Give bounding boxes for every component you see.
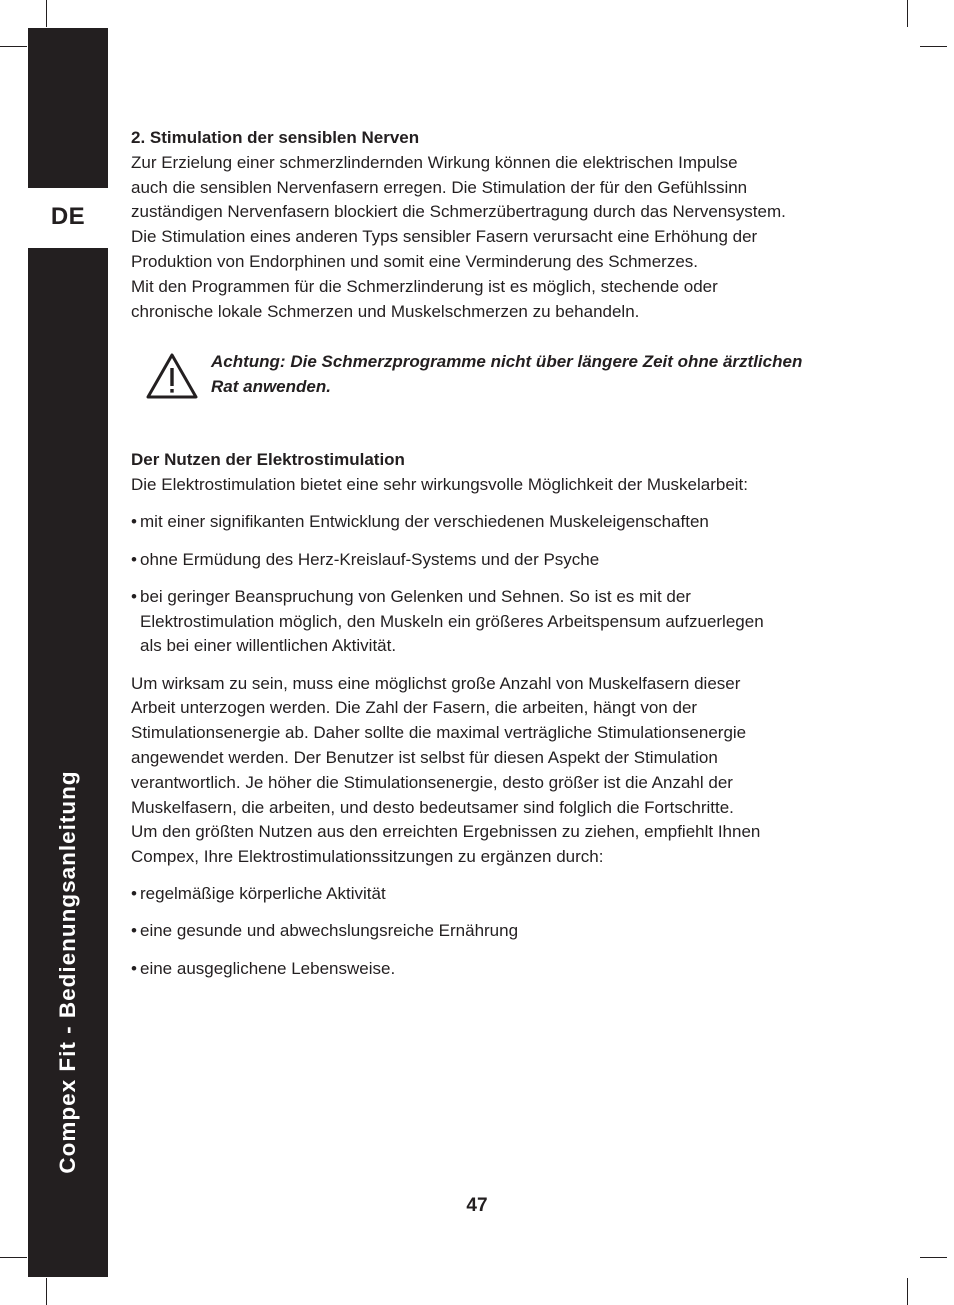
list-item-text: ohne Ermüdung des Herz-Kreislauf-Systems und der Psyche — [140, 549, 600, 569]
list-item-line: bei geringer Beanspruchung von Gelenken und Sehnen. So ist es mit der — [140, 586, 691, 606]
page-content — [131, 126, 831, 981]
warning-triangle-icon — [145, 352, 199, 400]
bullet-mark: • — [131, 921, 137, 941]
warning-text — [211, 350, 831, 400]
bullet-mark: • — [131, 586, 137, 606]
list-item-text: regelmäßige körperliche Aktivität — [140, 884, 386, 904]
list-item-line: Elektrostimulation möglich, den Muskeln ein größeres Arbeitspensum aufzuerlegen — [140, 611, 764, 631]
text-line: Stimulationsenergie ab. Daher sollte die maximal verträgliche Stimulationsenergie — [131, 723, 747, 743]
sidebar-tab-top — [28, 28, 108, 188]
list-item-text: mit einer signifikanten Entwicklung der verschiedenen Muskeleigenschaften — [140, 512, 709, 532]
manual-title: Compex Fit - Bedienungsanleitung — [55, 770, 80, 1174]
warning-line: Rat anwenden. — [211, 377, 331, 397]
text-line: Die Stimulation eines anderen Typs sensibler Fasern verursacht eine Erhöhung der — [131, 227, 758, 247]
text-line: zuständigen Nervenfasern blockiert die Schmerzübertragung durch das Nervensystem. — [131, 202, 786, 222]
language-label: DE — [50, 203, 86, 230]
list-item-text: eine gesunde und abwechslungsreiche Ernährung — [140, 921, 519, 941]
list-item — [131, 548, 831, 573]
crop-mark — [0, 1257, 27, 1258]
text-line: angewendet werden. Der Benutzer ist selbst für diesen Aspekt der Stimulation — [131, 747, 718, 767]
section-heading: 2. Stimulation der sensiblen Nerven — [131, 128, 420, 147]
list-item — [131, 919, 831, 944]
crop-mark — [920, 1257, 947, 1258]
list-item-line: als bei einer willentlichen Aktivität. — [140, 636, 397, 656]
text-line: Die Elektrostimulation bietet eine sehr wirkungsvolle Möglichkeit der Muskelarbeit: — [131, 475, 748, 495]
list-item — [131, 957, 831, 982]
text-line: Produktion von Endorphinen und somit eine Verminderung des Schmerzes. — [131, 251, 699, 271]
warning-box — [145, 350, 831, 400]
section-heading: Der Nutzen der Elektrostimulation — [131, 450, 405, 470]
crop-mark — [907, 0, 908, 27]
list-item — [131, 882, 831, 907]
bullet-mark: • — [131, 958, 137, 978]
text-line: Compex, Ihre Elektrostimulationssitzungen zu ergänzen durch: — [131, 847, 604, 867]
crop-mark — [907, 1278, 908, 1305]
bullet-mark: • — [131, 549, 137, 569]
crop-mark — [46, 0, 47, 27]
page-number: 47 — [466, 1195, 488, 1216]
list-item-text — [140, 585, 764, 659]
list-item — [131, 510, 831, 535]
text-line: Zur Erzielung einer schmerzlindernden Wirkung können die elektrischen Impulse — [131, 152, 738, 172]
list-item — [131, 585, 831, 659]
text-line: Arbeit unterzogen werden. Die Zahl der Fasern, die arbeiten, hängt von der — [131, 698, 698, 718]
crop-mark — [46, 1278, 47, 1305]
crop-mark — [0, 46, 27, 47]
list-item-text: eine ausgeglichene Lebensweise. — [140, 958, 396, 978]
crop-mark — [920, 46, 947, 47]
text-line: Um den größten Nutzen aus den erreichten Ergebnissen zu ziehen, empfiehlt Ihnen — [131, 822, 761, 842]
text-line: Um wirksam zu sein, muss eine möglichst große Anzahl von Muskelfasern dieser — [131, 673, 741, 693]
text-line: Muskelfasern, die arbeiten, und desto bedeutsamer sind folglich die Fortschritte. — [131, 797, 734, 817]
text-line: chronische lokale Schmerzen und Muskelschmerzen zu behandeln. — [131, 301, 640, 321]
text-line: verantwortlich. Je höher die Stimulationsenergie, desto größer ist die Anzahl der — [131, 772, 733, 792]
text-line: auch die sensiblen Nervenfasern erregen. Die Stimulation der für den Gefühlssinn — [131, 177, 748, 197]
warning-line: Achtung: Die Schmerzprogramme nicht über längere Zeit ohne ärztlichen — [211, 352, 803, 372]
text-line: Mit den Programmen für die Schmerzlinderung ist es möglich, stechende oder — [131, 276, 718, 296]
bullet-mark: • — [131, 884, 137, 904]
bullet-mark: • — [131, 512, 137, 532]
